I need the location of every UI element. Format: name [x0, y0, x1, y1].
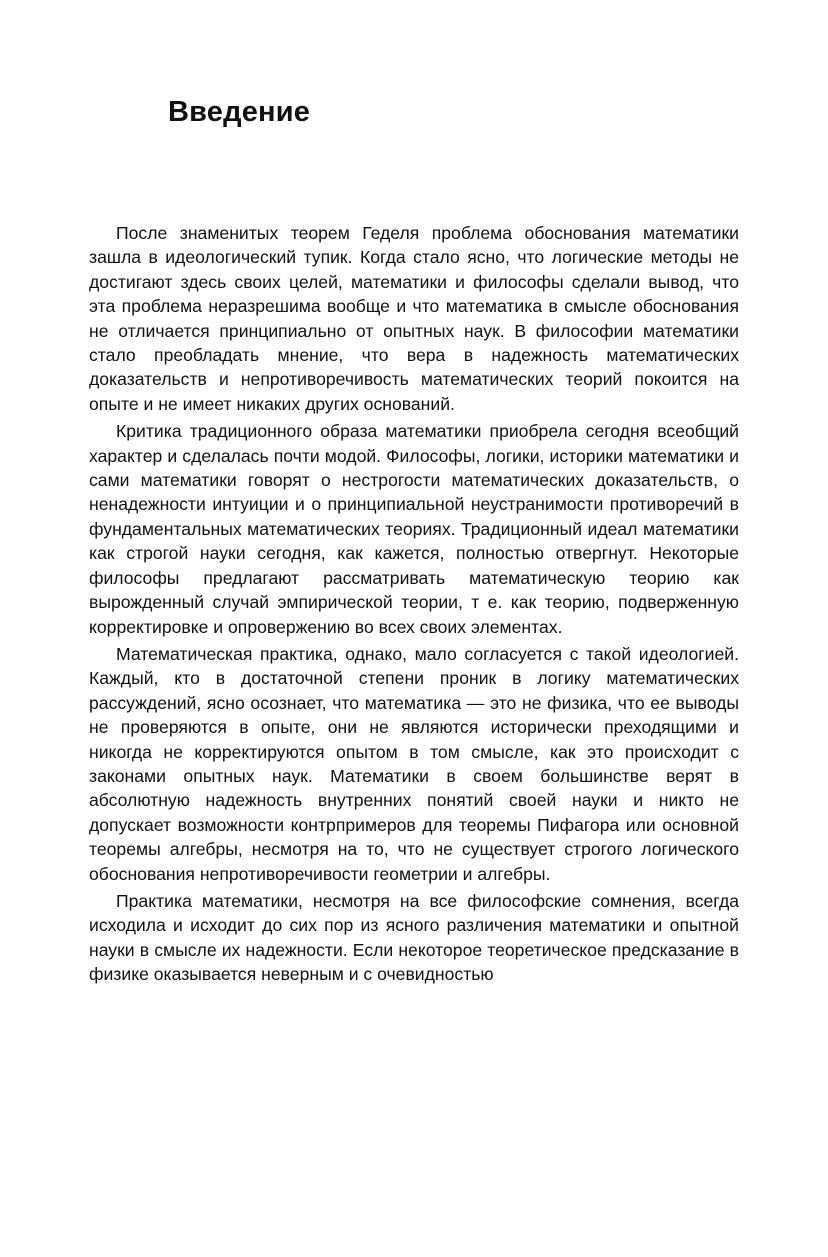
paragraph-1: После знаменитых теорем Геделя проблема обоснования математики зашла в идеологический тупик. Когда стало ясно, что логические методы не достигают здесь своих целей, математики и философы сделали вывод, что эта проблема неразрешима вообще и что математика в смысле обоснования не отличается принципиально от опытных наук. В философии математики стало преобладать мнение, что вера в надежность математических доказательств и непротиворечивость математических теорий покоится на опыте и не имеет никаких других оснований.: [89, 223, 739, 414]
body-text: [89, 221, 739, 990]
paragraph-3: Математическая практика, однако, мало согласуется с такой идеологией. Каждый, кто в достаточной степени проник в логику математических рассуждений, ясно осознает, что математика — это не физика, что ее выводы не проверяются в опыте, они не являются исторически преходящими и никогда не корректируются опытом в том смысле, как это происходит с законами опытных наук. Математики в своем большинстве верят в абсолютную надежность внутренних понятий своей науки и никто не допускает возможности контрпримеров для теоремы Пифагора или основной теоремы алгебры, несмотря на то, что не существует строгого логического обоснования непротиворечивости геометрии и алгебры.: [89, 643, 739, 884]
paragraph-2: Критика традиционного образа математики приобрела сегодня всеобщий характер и сделалась почти модой. Философы, логики, историки математики и сами математики говорят о нестрогости математических доказательств, о ненадежности интуиции и о принципиальной неустранимости противоречий в фундаментальных математических теориях. Традиционный идеал математики как строгой науки сегодня, как кажется, полностью отвергнут. Некоторые философы предлагают рассматривать математическую теорию как вырожденный случай эмпирической теории, т е. как теорию, подверженную корректировке и опровержению во всех своих элементах.: [89, 421, 739, 637]
chapter-title: Введение: [168, 96, 311, 128]
paragraph-4: Практика математики, несмотря на все философские сомнения, всегда исходила и исходит до сих пор из ясного различения математики и опытной науки в смысле их надежности. Если некоторое теоретическое предсказание в физике оказывается неверным и с очевидностью: [89, 890, 739, 985]
